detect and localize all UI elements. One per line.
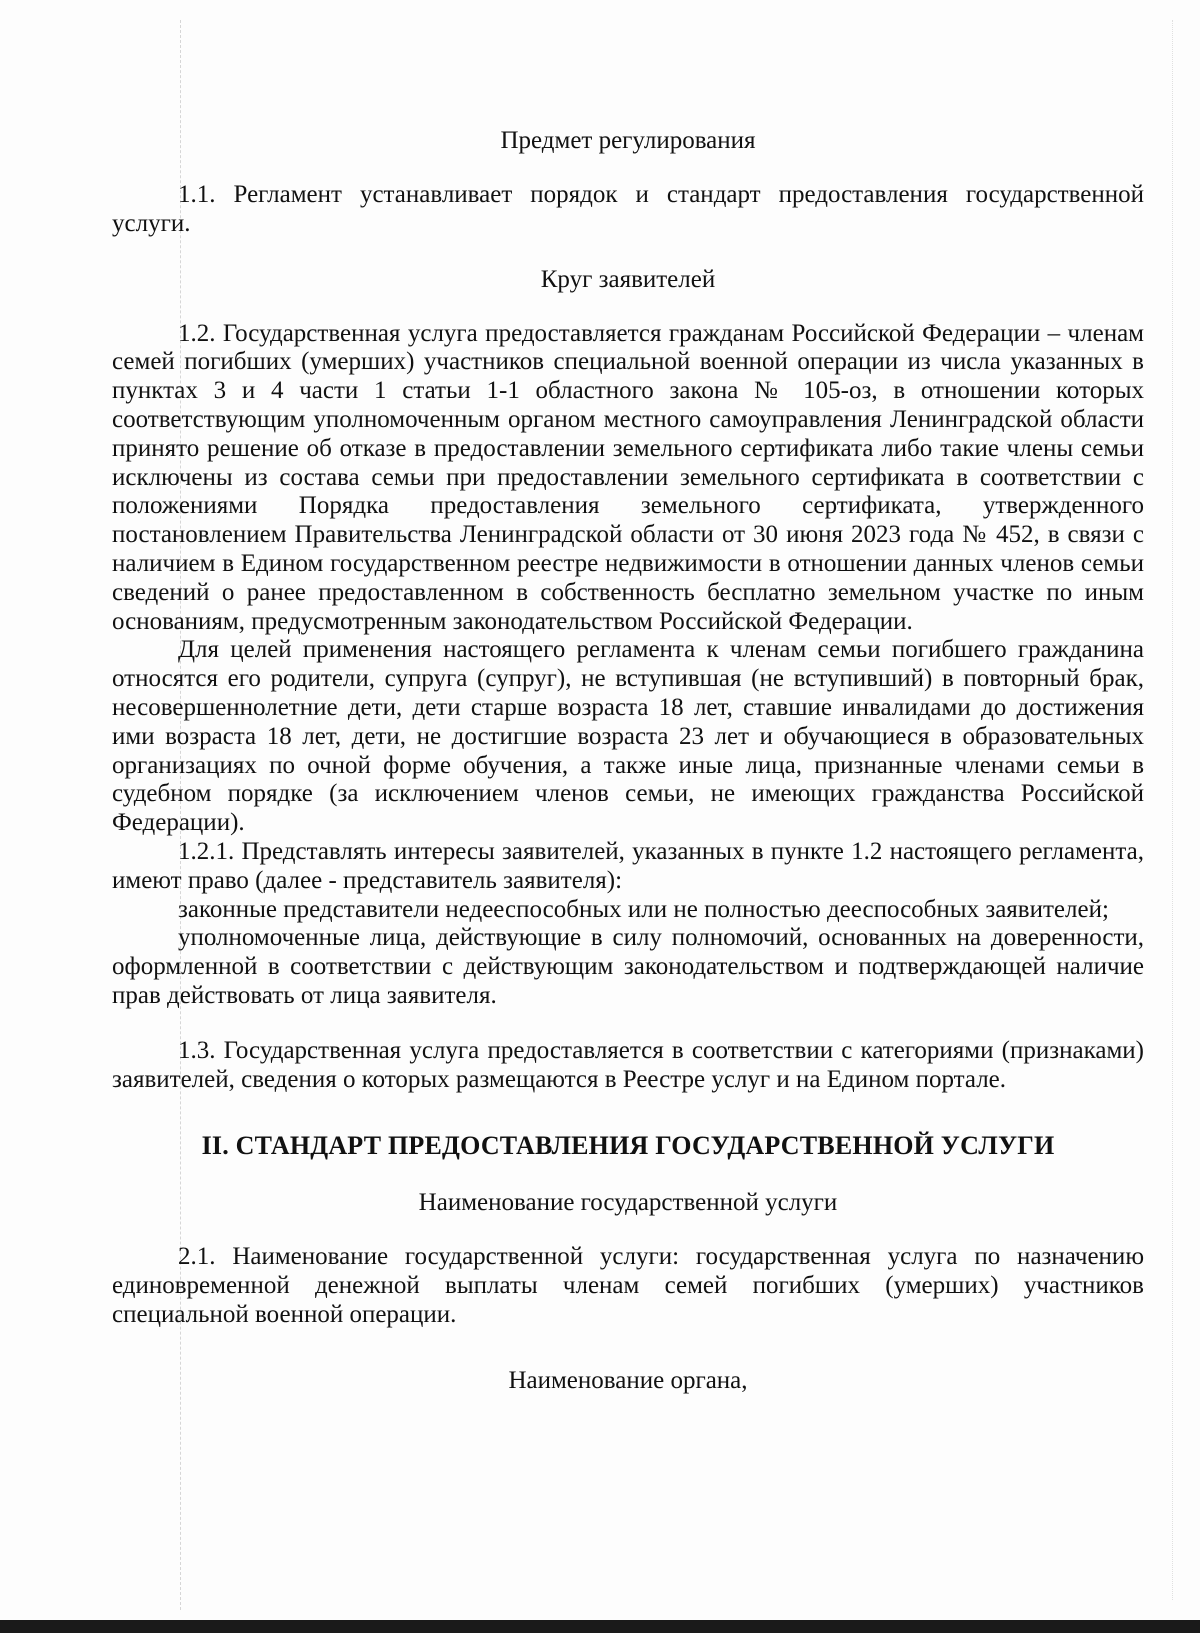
heading-subject-regulation: Предмет регулирования (500, 127, 756, 154)
para-1-3: 1.3. Государственная услуга предоставляется в соответствии с категориями (признаками) заявителей, сведения о которых размещаются в Реестре услуг и на Едином портале. (112, 1036, 1144, 1093)
spacer (112, 1094, 1144, 1130)
para-1-1: 1.1. Регламент устанавливает порядок и стандарт предоставления государственной услуги. (112, 181, 1144, 237)
document-body (112, 126, 1144, 1395)
heading-applicants: Круг заявителей (540, 265, 716, 293)
heading-authority-name: Наименование органа, (508, 1366, 748, 1394)
para-1-2-1: 1.2.1. Представлять интересы заявителей, указанных в пункте 1.2 настоящего регламента, имеют право (далее - представитель заявителя): (112, 837, 1144, 894)
heading-service-name: Наименование государственной услуги (418, 1189, 838, 1217)
spacer (112, 1011, 1144, 1037)
scan-edge-line (1172, 20, 1173, 1600)
scan-bottom-edge (0, 1620, 1200, 1633)
spacer (112, 1330, 1144, 1366)
para-family-members: Для целей применения настоящего регламента к членам семьи погибшего гражданина относятся его родители, супруга (супруг), не вступившая (не вступивший) в повторный брак, несовершеннолетние дети, дети старше возраста 18 лет, ставшие инвалидами до достижения ими возраста 18 лет, дети, не достигшие возраста 23 лет и обучающиеся в образовательных организациях по очной форме обучения, а также иные лица, признанные членами семьи в судебном порядке (за исключением членов семьи, не имеющих гражданства Российской Федерации). (112, 636, 1144, 837)
para-authorized-persons: уполномоченные лица, действующие в силу полномочий, основанных на доверенности, оформленной в соответствии с действующим законодательством и подтверждающей наличие прав действовать от лица заявителя. (112, 924, 1144, 1009)
spacer (112, 1162, 1144, 1188)
para-1-2: 1.2. Государственная услуга предоставляется гражданам Российской Федерации – членам семей погибших (умерших) участников специальной военной операции из числа указанных в пунктах 3 и 4 части 1 статьи 1-1 областного закона № 105-оз, в отношении которых соответствующим уполномоченным органом местного самоуправления Ленинградской области принято решение об отказе в предоставлении земельного сертификата либо такие члены семьи исключены из состава семьи при предоставлении земельного сертификата в соответствии с положениями Порядка предоставления земельного сертификата, утвержденного постановлением Правительства Ленинградской области от 30 июня 2023 года № 452, в связи с наличием в Едином государственном реестре недвижимости в отношении данных членов семьи сведений о ранее предоставленном в собственность бесплатно земельном участке по иным основаниям, предусмотренным законодательством Российской Федерации. (112, 319, 1144, 635)
spacer (112, 294, 1144, 320)
spacer (112, 239, 1144, 265)
para-legal-representatives: законные представители недееспособных или не полностью дееспособных заявителей; (178, 895, 1109, 923)
section-title-ii: II. СТАНДАРТ ПРЕДОСТАВЛЕНИЯ ГОСУДАРСТВЕННОЙ УСЛУГИ (201, 1131, 1055, 1161)
para-2-1: 2.1. Наименование государственной услуги: государственная услуга по назначению единовременной денежной выплаты членам семей погибших (умерших) участников специальной военной операции. (112, 1243, 1144, 1328)
spacer (112, 155, 1144, 181)
spacer (112, 1217, 1144, 1243)
